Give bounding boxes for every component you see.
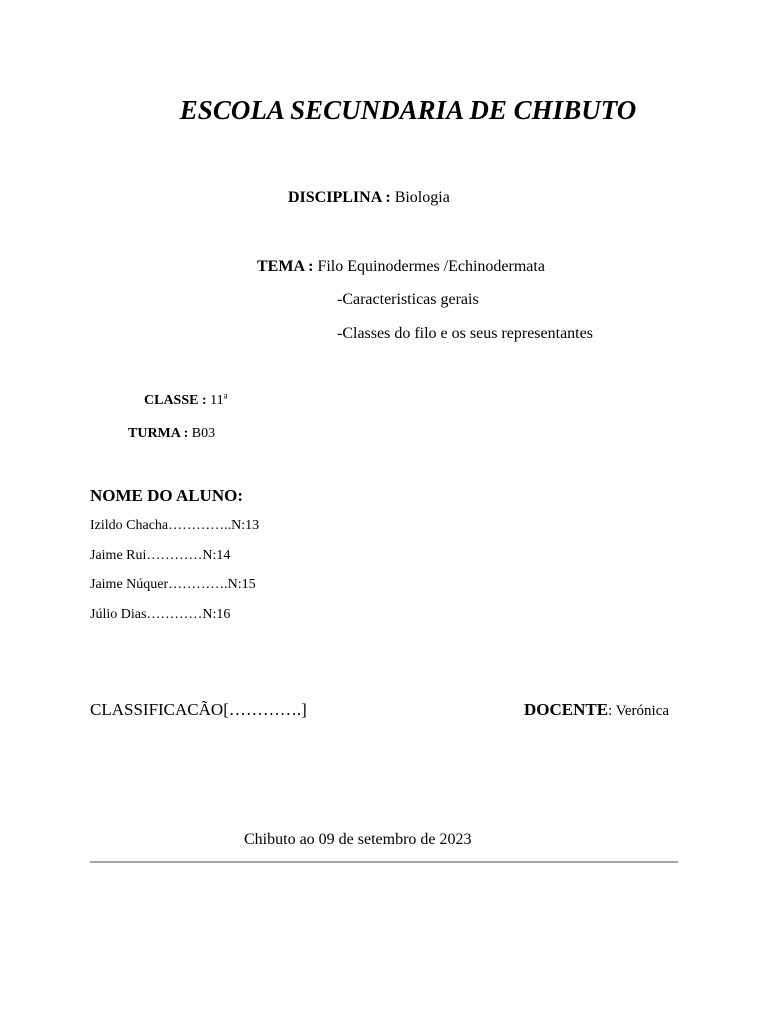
school-title: ESCOLA SECUNDARIA DE CHIBUTO	[179, 95, 637, 125]
grading-blank: [………….]	[223, 700, 307, 719]
classe-label: CLASSE :	[144, 393, 207, 408]
grading-line	[90, 699, 307, 721]
student-dots: …………	[146, 607, 203, 623]
discipline-line	[288, 187, 450, 209]
theme-label: TEMA :	[257, 258, 314, 275]
turma-label: TURMA :	[128, 426, 189, 441]
theme-subtopic: -Classes do filo e os seus representantes	[337, 325, 593, 342]
theme-value: Filo Equinodermes /Echinodermata	[317, 258, 545, 275]
student-name: Jaime Núquer	[90, 577, 169, 593]
student-number: N:14	[202, 547, 231, 563]
student-number: N:13	[231, 518, 260, 533]
theme-line	[257, 256, 545, 278]
student-row	[90, 605, 259, 635]
classe-superscript: a	[223, 390, 228, 401]
classe-line	[144, 391, 228, 411]
teacher-line	[524, 699, 669, 722]
discipline-label: DISCIPLINA :	[288, 189, 391, 206]
grading-label: CLASSIFICACÃO	[90, 700, 224, 719]
student-name: Júlio Dias	[90, 607, 147, 623]
student-row	[90, 516, 259, 546]
student-number: N:15	[227, 577, 256, 593]
student-row	[90, 546, 259, 576]
student-name: Jaime Rui	[90, 547, 147, 563]
teacher-name: Verónica	[615, 703, 670, 719]
footer-divider	[90, 861, 678, 863]
turma-line	[128, 424, 215, 444]
student-dots: …………	[146, 547, 203, 563]
discipline-value: Biologia	[394, 189, 450, 206]
student-name: Izildo Chacha	[90, 518, 169, 533]
classe-value: 11	[210, 393, 224, 408]
student-number: N:16	[202, 607, 231, 623]
turma-value: B03	[191, 426, 216, 441]
students-heading: NOME DO ALUNO:	[90, 486, 243, 505]
student-list	[90, 516, 259, 635]
theme-subtopic: -Caracteristicas gerais	[337, 291, 479, 308]
date-line: Chibuto ao 09 de setembro de 2023	[244, 831, 472, 848]
student-row	[90, 575, 259, 605]
student-dots: …………..	[168, 518, 232, 533]
teacher-separator: :	[608, 703, 616, 719]
student-dots: ………….	[168, 577, 228, 593]
teacher-label: DOCENTE	[524, 700, 609, 719]
